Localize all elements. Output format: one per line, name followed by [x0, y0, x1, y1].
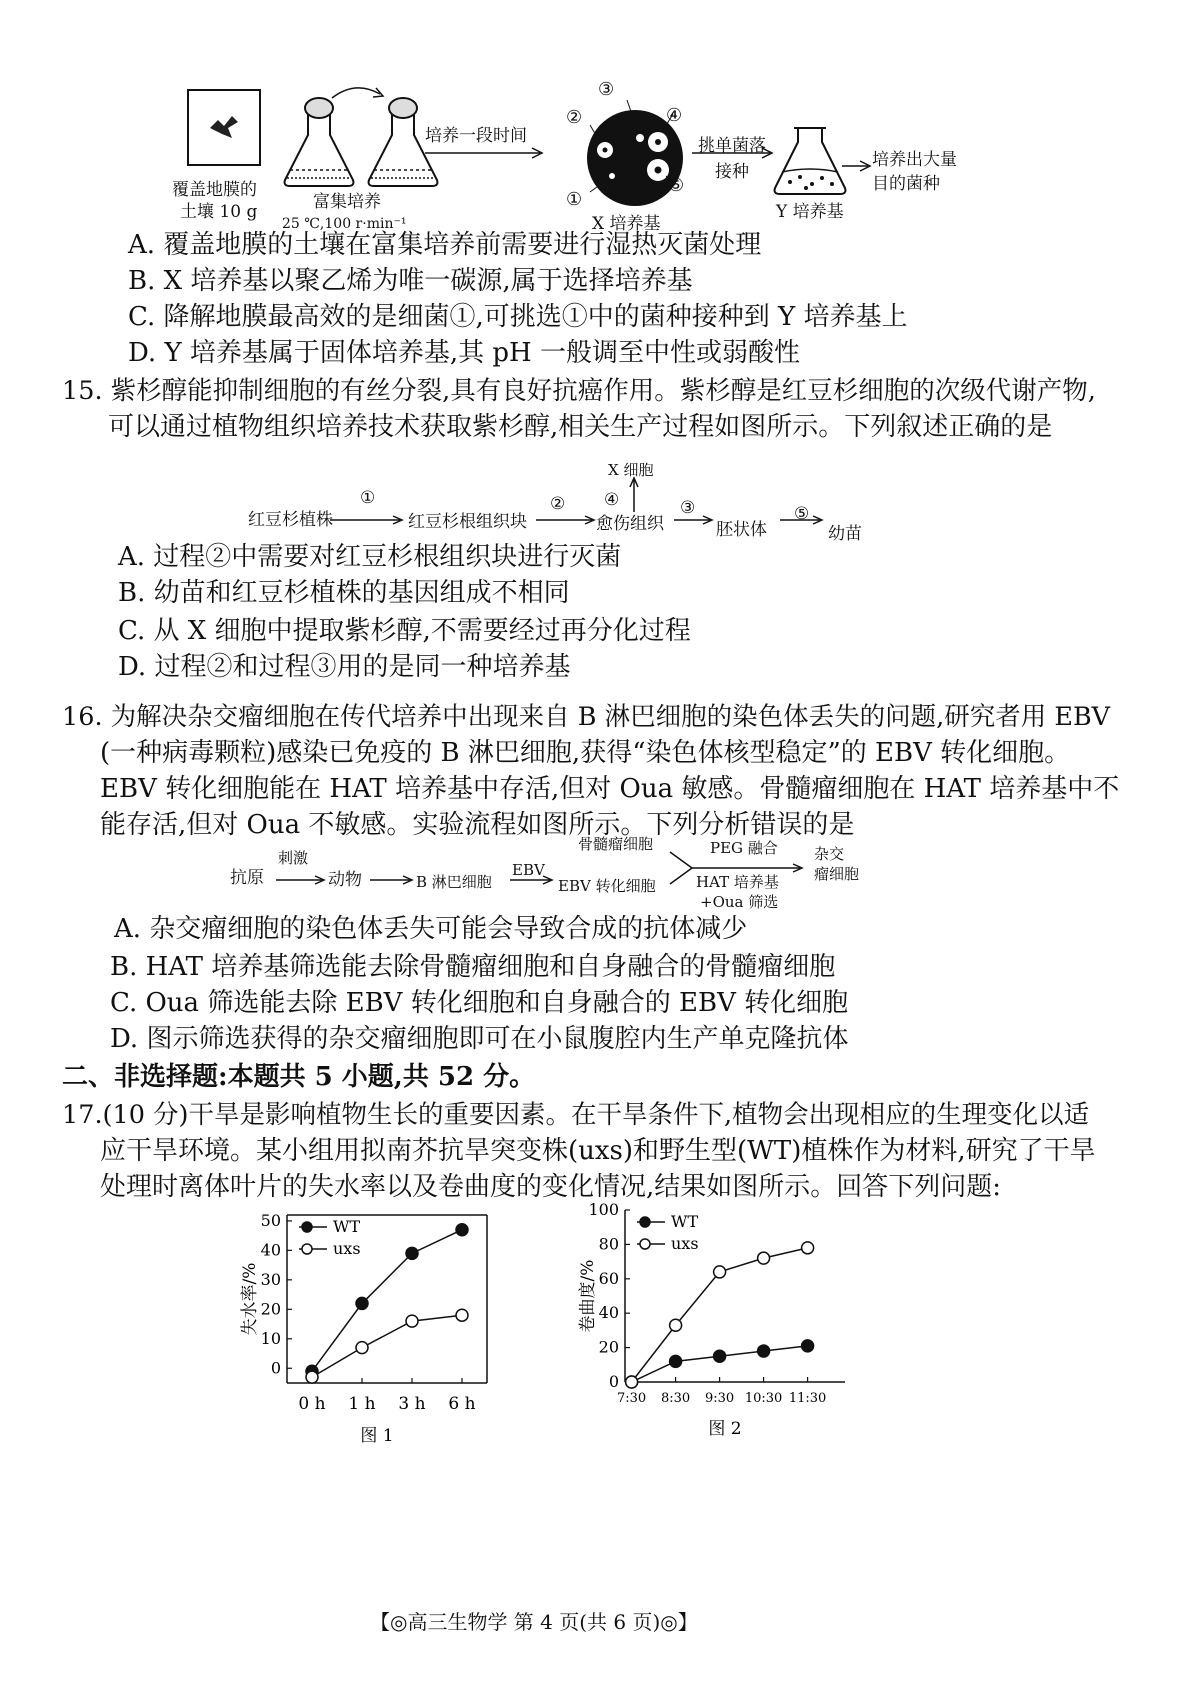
- x-tick-label: 8:30: [660, 1391, 691, 1406]
- flow-bcell: B 淋巴细胞: [416, 873, 492, 891]
- q14-option-b: B. X 培养基以聚乙烯为唯一碳源,属于选择培养基: [128, 266, 693, 296]
- soil-label-2: 土壤 10 g: [180, 202, 258, 222]
- chart-fig1-water-loss: [215, 1205, 515, 1455]
- y-tick-label: 40: [598, 1303, 619, 1323]
- flow-node-seedling: 幼苗: [828, 524, 862, 544]
- y-tick-label: 50: [260, 1210, 281, 1230]
- legend-label: uxs: [671, 1234, 699, 1253]
- q16-option-b: B. HAT 培养基筛选能去除骨髓瘤细胞和自身融合的骨髓瘤细胞: [110, 952, 836, 982]
- flow-node-embryoid: 胚状体: [716, 520, 767, 540]
- q16-stem-2: (一种病毒颗粒)感染已免疫的 B 淋巴细胞,获得“染色体核型稳定”的 EBV 转化细胞。: [100, 738, 1071, 768]
- point-wt: [758, 1345, 770, 1357]
- result-label-1: 培养出大量: [872, 150, 957, 170]
- colony-4-label: ④: [666, 105, 683, 126]
- y-tick-label: 10: [260, 1328, 281, 1348]
- flow-step-5: ⑤: [794, 504, 810, 524]
- flow-step-3: ③: [680, 498, 696, 518]
- flow-node-callus: 愈伤组织: [596, 514, 664, 534]
- q16-stem-3: EBV 转化细胞能在 HAT 培养基中存活,但对 Oua 敏感。骨髓瘤细胞在 HAT 培养基中不: [100, 774, 1120, 804]
- colony-2-label: ②: [566, 107, 583, 128]
- x-tick-label: 9:30: [704, 1391, 735, 1406]
- chart-fig2-curl: [565, 1200, 865, 1455]
- x-tick-label: 7:30: [616, 1391, 647, 1406]
- pick-label-1: 挑单菌落: [698, 136, 766, 156]
- flow-step-1: ①: [360, 488, 376, 508]
- q16-stem-4: 能存活,但对 Oua 不敏感。实验流程如图所示。下列分析错误的是: [100, 810, 855, 840]
- soil-label-1: 覆盖地膜的: [172, 180, 257, 200]
- q16-option-c: C. Oua 筛选能去除 EBV 转化细胞和自身融合的 EBV 转化细胞: [110, 988, 849, 1018]
- flow-node-root: 红豆杉根组织块: [408, 512, 527, 532]
- y-tick-label: 60: [598, 1268, 619, 1288]
- q15-stem-2: 可以通过植物组织培养技术获取紫杉醇,相关生产过程如图所示。下列叙述正确的是: [108, 412, 1053, 442]
- point-wt: [670, 1355, 682, 1367]
- flow-hybridoma-2: 瘤细胞: [814, 865, 860, 883]
- q16-stem-1: 16. 为解决杂交瘤细胞在传代培养中出现来自 B 淋巴细胞的染色体丢失的问题,研究者用 EBV: [62, 702, 1111, 732]
- series-line-uxs: [312, 1315, 462, 1377]
- enrich-label: 富集培养: [313, 192, 381, 212]
- point-uxs: [456, 1309, 468, 1321]
- flow-node-xcell: X 细胞: [608, 461, 654, 479]
- flow-hybridoma-1: 杂交: [814, 845, 845, 863]
- flow-myeloma: 骨髓瘤细胞: [578, 835, 654, 853]
- q15-stem-1: 15. 紫杉醇能抑制细胞的有丝分裂,具有良好抗癌作用。紫杉醇是红豆杉细胞的次级代谢产物,: [62, 376, 1096, 406]
- q17-stem-1: 17.(10 分)干旱是影响植物生长的重要因素。在干旱条件下,植物会出现相应的生理变化以适: [62, 1100, 1090, 1130]
- flow-ebv: EBV: [512, 861, 545, 879]
- q15-option-c: C. 从 X 细胞中提取紫杉醇,不需要经过再分化过程: [118, 616, 691, 646]
- flow-antigen: 抗原: [230, 868, 264, 888]
- q15-option-b: B. 幼苗和红豆杉植株的基因组成不相同: [118, 578, 570, 608]
- y-tick-label: 0: [270, 1358, 281, 1378]
- enrich-cond: 25 ℃,100 r·min⁻¹: [282, 216, 407, 232]
- y-tick-label: 100: [588, 1200, 619, 1219]
- legend-label: uxs: [333, 1239, 361, 1258]
- point-wt: [802, 1340, 814, 1352]
- y-axis-label: 卷曲度/%: [578, 1259, 598, 1333]
- point-wt: [356, 1297, 368, 1309]
- point-wt: [406, 1247, 418, 1259]
- point-uxs: [758, 1252, 770, 1264]
- y-tick-label: 40: [260, 1240, 281, 1260]
- section-2-heading: 二、非选择题:本题共 5 小题,共 52 分。: [62, 1062, 536, 1092]
- y-tick-label: 20: [260, 1299, 281, 1319]
- q17-stem-3: 处理时离体叶片的失水率以及卷曲度的变化情况,结果如图所示。回答下列问题:: [100, 1172, 1002, 1202]
- legend-label: WT: [333, 1217, 361, 1236]
- chart-title: 图 1: [360, 1426, 394, 1446]
- flow-oua: +Oua 筛选: [700, 893, 779, 911]
- q16-option-d: D. 图示筛选获得的杂交瘤细胞即可在小鼠腹腔内生产单克隆抗体: [110, 1024, 849, 1054]
- flow-stimulus: 刺激: [278, 849, 309, 867]
- legend-marker: [302, 1222, 312, 1232]
- flow-peg: PEG 融合: [710, 839, 778, 857]
- flow-step-2: ②: [550, 494, 566, 514]
- q15-option-a: A. 过程②中需要对红豆杉根组织块进行灭菌: [118, 542, 622, 572]
- chart-title: 图 2: [708, 1419, 742, 1439]
- legend-marker: [640, 1217, 650, 1227]
- point-uxs: [670, 1319, 682, 1331]
- q14-option-a: A. 覆盖地膜的土壤在富集培养前需要进行湿热灭菌处理: [128, 230, 762, 260]
- point-uxs: [626, 1376, 638, 1388]
- flow-ebv-cell: EBV 转化细胞: [558, 877, 656, 895]
- page-footer: 【◎高三生物学 第 4 页(共 6 页)◎】: [370, 1610, 698, 1634]
- q16-option-a: A. 杂交瘤细胞的染色体丢失可能会导致合成的抗体减少: [114, 914, 748, 944]
- x-tick-label: 6 h: [448, 1394, 476, 1414]
- flow-node-plant: 红豆杉植株: [248, 510, 333, 530]
- q15-option-d: D. 过程②和过程③用的是同一种培养基: [118, 652, 571, 682]
- x-tick-label: 3 h: [398, 1394, 426, 1414]
- y-medium-label: Y 培养基: [776, 202, 844, 222]
- y-tick-label: 0: [608, 1372, 619, 1391]
- x-tick-label: 1 h: [348, 1394, 376, 1414]
- colony-3-label: ③: [598, 79, 615, 100]
- legend-marker: [640, 1239, 650, 1249]
- flow-hat: HAT 培养基: [696, 873, 779, 891]
- y-tick-label: 80: [598, 1234, 619, 1254]
- y-medium-flask: [775, 128, 846, 194]
- flow-step-4: ④: [604, 490, 620, 510]
- y-tick-label: 20: [598, 1337, 619, 1357]
- point-wt: [456, 1224, 468, 1236]
- legend-marker: [302, 1244, 312, 1254]
- x-tick-label: 0 h: [298, 1394, 326, 1414]
- colony-5-label: ⑤: [668, 175, 685, 196]
- point-uxs: [406, 1315, 418, 1327]
- flow-animal: 动物: [328, 870, 362, 890]
- y-tick-label: 30: [260, 1269, 281, 1289]
- arrow-culture-label: 培养一段时间: [425, 126, 527, 146]
- q14-option-c: C. 降解地膜最高效的是细菌①,可挑选①中的菌种接种到 Y 培养基上: [128, 302, 908, 332]
- point-uxs: [356, 1342, 368, 1354]
- point-uxs: [802, 1242, 814, 1254]
- x-medium-label: X 培养基: [592, 214, 661, 234]
- pick-label-2: 接种: [715, 162, 749, 182]
- enrichment-flask-1: [285, 98, 354, 186]
- q14-option-d: D. Y 培养基属于固体培养基,其 pH 一般调至中性或弱酸性: [128, 338, 800, 368]
- colony-1-label: ①: [566, 189, 583, 210]
- point-wt: [714, 1350, 726, 1362]
- point-uxs: [306, 1371, 318, 1383]
- x-tick-label: 10:30: [744, 1391, 783, 1406]
- legend-label: WT: [671, 1212, 699, 1231]
- result-label-2: 目的菌种: [872, 174, 940, 194]
- y-axis-label: 失水率/%: [240, 1262, 260, 1336]
- x-tick-label: 11:30: [788, 1391, 827, 1406]
- point-uxs: [714, 1266, 726, 1278]
- q17-stem-2: 应干旱环境。某小组用拟南芥抗旱突变株(uxs)和野生型(WT)植株作为材料,研究了干旱: [100, 1136, 1096, 1166]
